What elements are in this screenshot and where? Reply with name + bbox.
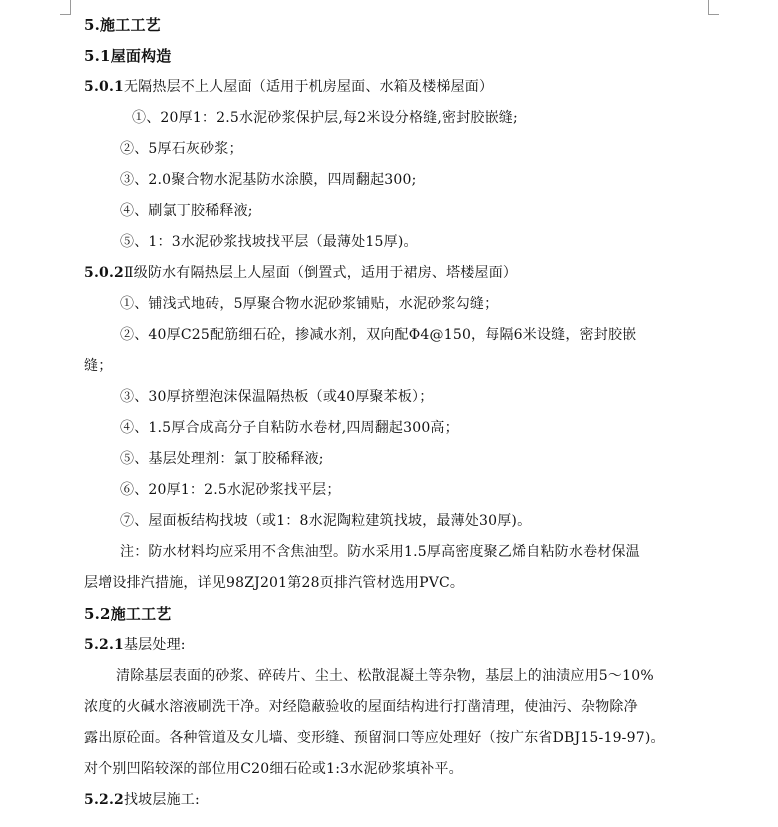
page-corner-mark-left <box>60 0 71 15</box>
list-item: ③、30厚挤塑泡沫保温隔热板（或40厚聚苯板）； <box>120 389 434 405</box>
list-item: ①、铺浅式地砖，5厚聚合物水泥砂浆铺贴，水泥砂浆勾缝； <box>120 296 499 312</box>
section-title: 基层处理: <box>123 637 186 653</box>
paragraph-line: 清除基层表面的砂浆、碎砖片、尘土、松散混凝土等杂物，基层上的油渍应用5～10% <box>116 668 654 684</box>
list-item: ②、40厚C25配筋细石砼，掺减水剂，双向配Φ4@150，每隔6米设缝，密封胶嵌 <box>120 327 637 343</box>
list-item: ②、5厚石灰砂浆； <box>120 141 243 157</box>
section-5-0-1-heading <box>84 72 720 103</box>
note-line: 注：防水材料均应采用不含焦油型。防水采用1.5厚高密度聚乙烯自粘防水卷材保温 <box>120 544 640 560</box>
list-item: ⑥、20厚1：2.5水泥砂浆找平层； <box>120 482 341 498</box>
paragraph-line: 浓度的火碱水溶液刷洗干净。对经隐蔽验收的屋面结构进行打凿清理，使油污、杂物除净 <box>84 699 638 715</box>
list-item-continuation: 缝； <box>84 358 113 374</box>
section-number: 5.2.2 <box>84 792 124 808</box>
section-5-0-2-heading <box>84 258 720 289</box>
document-page <box>84 10 720 816</box>
heading-5-1: 5.1屋面构造 <box>84 47 172 65</box>
list-item: ⑦、屋面板结构找坡（或1：8水泥陶粒建筑找坡，最薄处30厚)。 <box>120 513 532 529</box>
section-title: 找坡层施工: <box>123 792 200 808</box>
list-item: ④、刷氯丁胶稀释液; <box>120 203 253 219</box>
heading-5: 5.施工工艺 <box>84 16 161 34</box>
section-title: 无隔热层不上人屋面（适用于机房屋面、水箱及楼梯屋面） <box>123 79 494 95</box>
heading-5-2: 5.2施工工艺 <box>84 605 172 623</box>
section-5-2-2-heading <box>84 785 720 816</box>
section-5-2-1-heading <box>84 630 720 661</box>
paragraph-line: 露出原砼面。各种管道及女儿墙、变形缝、预留洞口等应处理好（按广东省DBJ15-19-97)。 <box>84 730 665 746</box>
list-item: ①、20厚1：2.5水泥砂浆保护层,每2米设分格缝,密封胶嵌缝; <box>132 110 518 126</box>
list-item: ③、2.0聚合物水泥基防水涂膜，四周翻起300; <box>120 172 417 188</box>
section-number: 5.2.1 <box>84 637 124 653</box>
section-number: 5.0.2 <box>84 265 124 281</box>
paragraph-line: 对个别凹陷较深的部位用C20细石砼或1:3水泥砂浆填补平。 <box>84 761 463 777</box>
list-item: ⑤、1：3水泥砂浆找坡找平层（最薄处15厚)。 <box>120 234 418 250</box>
list-item: ⑤、基层处理剂：氯丁胶稀释液; <box>120 451 324 467</box>
section-title: Ⅱ级防水有隔热层上人屋面（倒置式，适用于裙房、塔楼屋面） <box>123 265 518 281</box>
note-line: 层增设排汽措施，详见98ZJ201第28页排汽管材选用PVC。 <box>84 575 465 591</box>
section-number: 5.0.1 <box>84 79 124 95</box>
list-item: ④、1.5厚合成高分子自粘防水卷材,四周翻起300高； <box>120 420 459 436</box>
